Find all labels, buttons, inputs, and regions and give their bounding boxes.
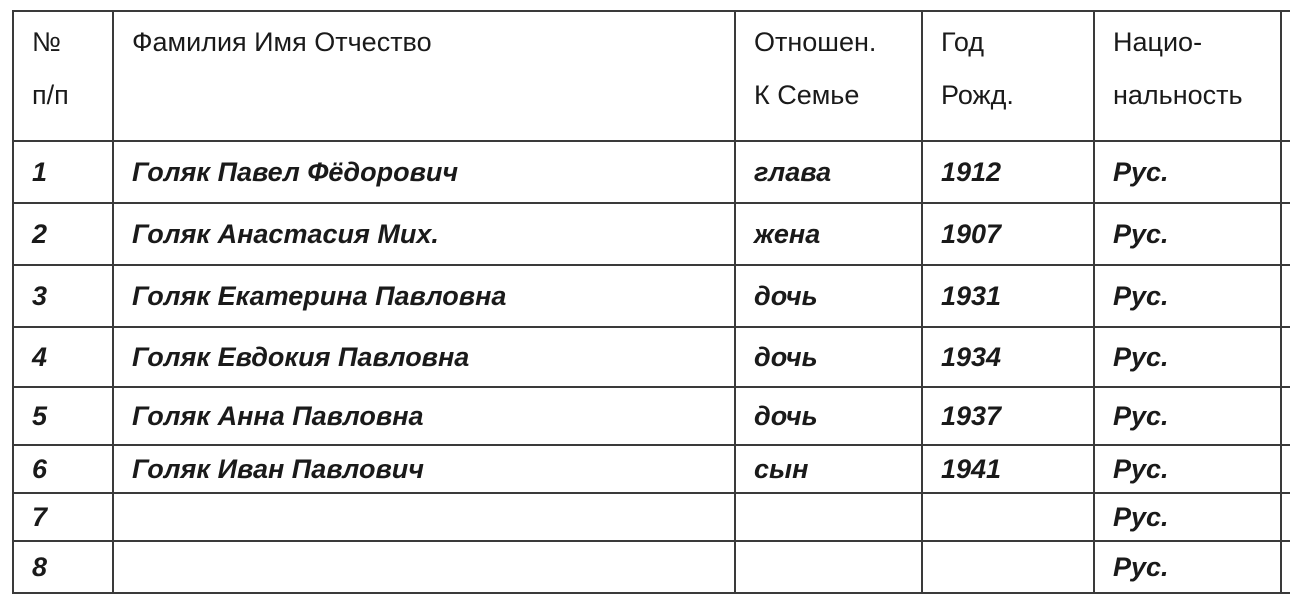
cell-year: 1934 bbox=[922, 327, 1094, 387]
header-relation bbox=[735, 11, 922, 141]
header-nationality-line1: Нацио- bbox=[1113, 27, 1203, 57]
table-row bbox=[13, 387, 1290, 445]
cell-extra bbox=[1281, 541, 1290, 593]
cell-relation bbox=[735, 541, 922, 593]
cell-year: 1907 bbox=[922, 203, 1094, 265]
cell-year: 1931 bbox=[922, 265, 1094, 327]
cell-extra bbox=[1281, 203, 1290, 265]
cell-num: 6 bbox=[13, 445, 113, 493]
cell-relation: сын bbox=[735, 445, 922, 493]
table-row bbox=[13, 541, 1290, 593]
cell-num: 1 bbox=[13, 141, 113, 203]
cell-name: Голяк Анастасия Мих. bbox=[113, 203, 735, 265]
cell-relation: дочь bbox=[735, 387, 922, 445]
cell-nationality: Рус. bbox=[1094, 387, 1281, 445]
header-extra bbox=[1281, 11, 1290, 141]
family-table bbox=[12, 10, 1290, 594]
cell-extra bbox=[1281, 265, 1290, 327]
header-relation-line1: Отношен. bbox=[754, 27, 877, 57]
cell-name: Голяк Павел Фёдорович bbox=[113, 141, 735, 203]
header-num-line1: № bbox=[32, 27, 61, 57]
cell-num: 5 bbox=[13, 387, 113, 445]
header-relation-line2: К Семье bbox=[754, 80, 860, 110]
cell-num: 7 bbox=[13, 493, 113, 541]
cell-year: 1937 bbox=[922, 387, 1094, 445]
cell-nationality: Рус. bbox=[1094, 493, 1281, 541]
cell-relation: жена bbox=[735, 203, 922, 265]
cell-extra bbox=[1281, 445, 1290, 493]
cell-nationality: Рус. bbox=[1094, 203, 1281, 265]
header-num-line2: п/п bbox=[32, 80, 69, 110]
header-birth-year-line2: Рожд. bbox=[941, 80, 1014, 110]
header-name: Фамилия Имя Отчество bbox=[113, 11, 735, 141]
cell-name: Голяк Екатерина Павловна bbox=[113, 265, 735, 327]
cell-year: 1941 bbox=[922, 445, 1094, 493]
table-row bbox=[13, 493, 1290, 541]
cell-num: 8 bbox=[13, 541, 113, 593]
cell-nationality: Рус. bbox=[1094, 141, 1281, 203]
table-row bbox=[13, 141, 1290, 203]
cell-extra bbox=[1281, 327, 1290, 387]
cell-name bbox=[113, 493, 735, 541]
table-row bbox=[13, 445, 1290, 493]
header-birth-year bbox=[922, 11, 1094, 141]
cell-year: 1912 bbox=[922, 141, 1094, 203]
header-row bbox=[13, 11, 1290, 141]
cell-relation: глава bbox=[735, 141, 922, 203]
cell-relation: дочь bbox=[735, 265, 922, 327]
cell-name bbox=[113, 541, 735, 593]
cell-extra bbox=[1281, 141, 1290, 203]
cell-num: 2 bbox=[13, 203, 113, 265]
cell-extra bbox=[1281, 493, 1290, 541]
cell-relation bbox=[735, 493, 922, 541]
cell-relation: дочь bbox=[735, 327, 922, 387]
cell-name: Голяк Анна Павловна bbox=[113, 387, 735, 445]
header-nationality-line2: нальность bbox=[1113, 80, 1243, 110]
table-row bbox=[13, 327, 1290, 387]
header-num bbox=[13, 11, 113, 141]
cell-name: Голяк Евдокия Павловна bbox=[113, 327, 735, 387]
cell-extra bbox=[1281, 387, 1290, 445]
cell-nationality: Рус. bbox=[1094, 541, 1281, 593]
cell-num: 3 bbox=[13, 265, 113, 327]
table-row bbox=[13, 203, 1290, 265]
cell-num: 4 bbox=[13, 327, 113, 387]
header-nationality bbox=[1094, 11, 1281, 141]
cell-year bbox=[922, 541, 1094, 593]
cell-nationality: Рус. bbox=[1094, 327, 1281, 387]
cell-year bbox=[922, 493, 1094, 541]
cell-name: Голяк Иван Павлович bbox=[113, 445, 735, 493]
cell-nationality: Рус. bbox=[1094, 445, 1281, 493]
header-birth-year-line1: Год bbox=[941, 27, 984, 57]
cell-nationality: Рус. bbox=[1094, 265, 1281, 327]
table-row bbox=[13, 265, 1290, 327]
